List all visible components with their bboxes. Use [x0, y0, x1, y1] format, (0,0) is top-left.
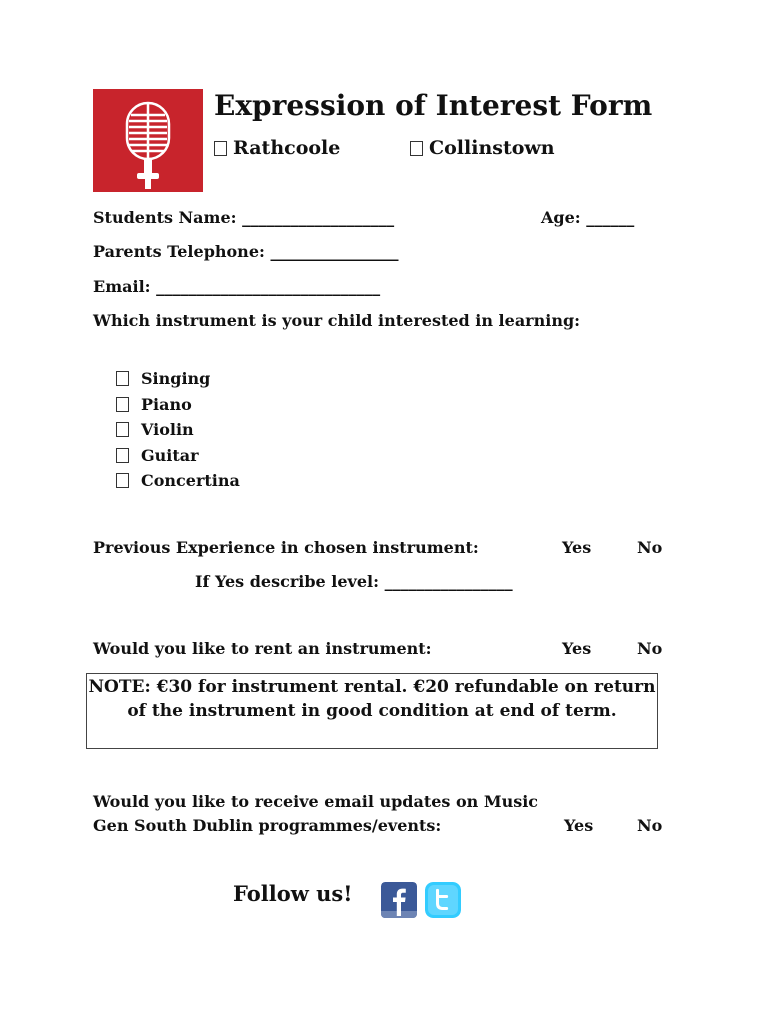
- location-label: Collinstown: [429, 137, 555, 159]
- microphone-icon: [93, 89, 203, 192]
- experience-yes[interactable]: Yes: [562, 538, 592, 557]
- checkbox[interactable]: [116, 422, 129, 437]
- collinstown-checkbox[interactable]: [410, 141, 423, 156]
- option-label: Singing: [141, 369, 211, 388]
- checkbox[interactable]: [116, 473, 129, 488]
- rent-yes[interactable]: Yes: [562, 639, 592, 658]
- music-gen-logo: [93, 89, 203, 192]
- option-label: Guitar: [141, 446, 199, 465]
- age-field[interactable]: Age: ______: [541, 208, 635, 227]
- experience-question: Previous Experience in chosen instrument:: [93, 538, 479, 557]
- rathcoole-checkbox[interactable]: [214, 141, 227, 156]
- twitter-link[interactable]: [425, 882, 461, 918]
- facebook-icon[interactable]: [381, 882, 417, 918]
- facebook-link[interactable]: [381, 882, 417, 918]
- instrument-option-piano[interactable]: [116, 394, 192, 416]
- updates-question-line2: Gen South Dublin programmes/events:: [93, 816, 442, 835]
- rent-question: Would you like to rent an instrument:: [93, 639, 432, 658]
- updates-yes[interactable]: Yes: [564, 816, 594, 835]
- experience-no[interactable]: No: [637, 538, 663, 557]
- email-field[interactable]: Email: ____________________________: [93, 277, 381, 296]
- option-label: Piano: [141, 395, 192, 414]
- rent-no[interactable]: No: [637, 639, 663, 658]
- location-collinstown[interactable]: [410, 136, 555, 160]
- updates-no[interactable]: No: [637, 816, 663, 835]
- checkbox[interactable]: [116, 448, 129, 463]
- rental-note: NOTE: €30 for instrument rental. €20 refundable on return of the instrument in good condition at end of term.: [86, 673, 658, 749]
- twitter-icon[interactable]: [425, 882, 461, 918]
- instrument-option-singing[interactable]: [116, 368, 210, 390]
- instrument-option-concertina[interactable]: [116, 470, 240, 492]
- instrument-option-guitar[interactable]: [116, 445, 199, 467]
- experience-level-field[interactable]: If Yes describe level: ________________: [195, 572, 513, 591]
- checkbox[interactable]: [116, 371, 129, 386]
- location-rathcoole[interactable]: [214, 136, 340, 160]
- option-label: Violin: [141, 420, 194, 439]
- parents-telephone-field[interactable]: Parents Telephone: ________________: [93, 242, 399, 261]
- instrument-option-violin[interactable]: [116, 419, 194, 441]
- updates-question-line1: Would you like to receive email updates on Music: [93, 792, 539, 811]
- instrument-question: Which instrument is your child interested in learning:: [93, 311, 581, 330]
- follow-us-label: Follow us!: [233, 881, 353, 906]
- location-label: Rathcoole: [233, 137, 341, 159]
- checkbox[interactable]: [116, 397, 129, 412]
- option-label: Concertina: [141, 471, 240, 490]
- student-name-field[interactable]: Students Name: ___________________: [93, 208, 395, 227]
- form-title: Expression of Interest Form: [214, 89, 653, 122]
